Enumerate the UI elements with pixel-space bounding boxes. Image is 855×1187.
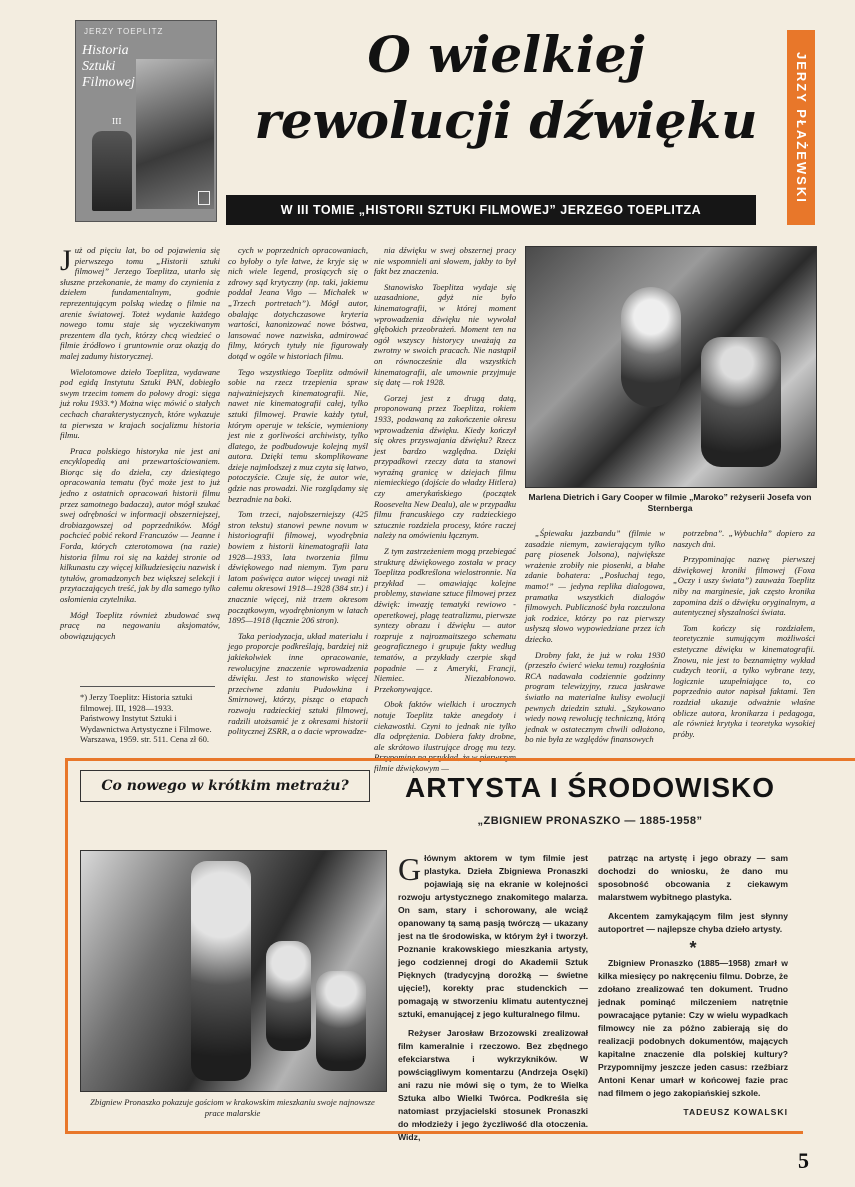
column-4-paragraphs xyxy=(525,528,665,745)
figure-seated-1 xyxy=(266,941,311,1051)
paragraph: uż od pięciu lat, bo od pojawienia się pierwszego tomu „Historii sztuki filmowej” Jerzego Toeplitza, utarło się słuszne przekonanie, że mamy do czynienia z dziełem fundamentalnym, godnie reprezentującym polską wiedzę o filmie na arenie światowej. Toteż wydanie każdego nowego tomu staje się wyczekiwanym prezentem dla tych, którzy chcą wiedzieć o filmie źródłowo i gruntownie oraz okazją do malej zadumy historycznej. xyxy=(60,245,220,361)
drop-cap-j: J xyxy=(60,244,72,277)
figure-marlene xyxy=(621,287,681,407)
paragraph: Zbigniew Pronaszko (1885—1958) zmarł w kilka miesięcy po nakręceniu filmu. Dobrze, że zdołano zrealizować ten dokument. Trudno jednak pominąć milczeniem natrętnie powracające pytanie: Czy w wielu wypadkach filmowcy nie za późno zabierają się do realizacji podobnych dokumentów, mających kapitalne znaczenie dla polskiej kultury? Przypomnijmy jeszcze jeden casus: rzeźbiarz Antoni Kenar umarł w końcowej fazie prac nad filmem o jego zakopiańskiej szkole. xyxy=(598,958,788,1098)
figure-seated-2 xyxy=(316,971,366,1071)
paragraph: Taka periodyzacja, układ materiału i jego proporcje podkreślają, bardziej niż jakiekolwiek inne opracowanie, rewolucyjne znaczenie wprowadzenia dźwięku. Jest to stanowisko więcej przeciwne zdaniu Pudowkina i Smirnowej, którzy, pisząc o etapach rozwoju radzieckiej sztuki filmowej, radzili utożsamić je z okresami historii politycznej ZSRR, a o dacie wprowadze- xyxy=(228,630,368,737)
paragraph: patrząc na artystę i jego obrazy — sam dochodzi do wniosku, że dano mu sposobność obcowania z ciekawym malarstwem wybitnego plastyka. xyxy=(598,853,788,902)
paragraph: Przypominając nazwę pierwszej dźwiękowej kroniki filmowej (Foxa „Oczy i uszy świata”) zauważa Toeplitz niby na marginesie, jak często kronika zapomina dziś o dźwięku oryginalnym, a autentycznej słyszalności świata. xyxy=(673,554,815,618)
paragraph: Mógł Toeplitz również zbudować swą pracę na negowaniu aksjomatów, obowiązujących xyxy=(60,609,220,641)
box-subtitle: „ZBIGNIEW PRONASZKO — 1885-1958” xyxy=(477,815,703,827)
box-small-heading: Co nowego w krótkim metrażu? xyxy=(80,770,370,802)
box-column-a xyxy=(398,851,588,1142)
column-5-paragraphs xyxy=(673,528,815,739)
box-title: ARTYSTA I ŚRODOWISKO xyxy=(405,772,775,803)
figure-standing xyxy=(191,861,251,1081)
paragraph: Stanowisko Toeplitza wydaje się uzasadnione, gdyż nie było kinematografii, w której moment wprowadzenia dźwięku nie wywołał głębokich przeobrażeń. Moment ten na ogół wszyscy historycy uważają za zwrotny w swoich pracach. Nie nastąpił on równocześnie dla wszystkich kinematografii, ale umownie przyjmuje się datę — rok 1928. xyxy=(374,281,516,388)
paragraph: Reżyser Jarosław Brzozowski zrealizował film kameralnie i rzeczowo. Bez zbędnego efekciarstwa i wykrzykników. W powściągliwym komentarzu (Andrzeja Osęki) ani razu nie mówi się o tym, że to Wielka Sztuka albo Wielki Twórca. Podkreśla się natomiast przyjacielski stosunek Pronaszki do młodzieży i jego życzliwość dla otoczenia. Widz, xyxy=(398,1028,588,1142)
headline-line-1: O wielkiej xyxy=(367,25,645,84)
article-column-5 xyxy=(673,528,815,753)
figure-cooper xyxy=(701,337,781,467)
column-2-paragraphs xyxy=(228,245,368,737)
box-column-b xyxy=(598,852,788,1122)
book-cover-image xyxy=(75,20,217,222)
book-cover-figure xyxy=(92,131,132,211)
box-column-a-paragraphs xyxy=(398,852,588,1144)
article-column-1 xyxy=(60,245,220,677)
section-star-icon: * xyxy=(689,938,697,958)
column-1-paragraphs xyxy=(60,245,220,641)
paragraph: Drobny fakt, że już w roku 1930 (przeszło ćwierć wieku temu) rozgłośnia RCA nadawała codziennie godzinny program telewizyjny, rzuca jaskrawe światło na materialne kulisy ewolucji pewnych dziedzin sztuki. „Szykowano wiedy nową rewolucję techniczną, którą jednak w ostatecznym chwili odłożono, bo nie była ze względów finansowych xyxy=(525,649,665,745)
book-cover-volume: III xyxy=(112,117,122,126)
paragraph: Praca polskiego historyka nie jest ani encyklopedią ani przewartościowaniem. Biorąc się do dzieła, czy dziesiątego opracowania tematu (być może jest to już jedno z ostatnich opracowań historii filmu przez samotnego badacza), autor mógł szukać swej odrębności w informacji obszerniejszej, drobiazgowszej od poprzedników. Mógł pochcieć pobić rekord Francuzów — Jeanne i Forda, których czterotomowa (na razie) historia filmu roi się na każdej stronie od kilkunastu czy więcej kilkudziesięciu nazwisk i tytułów, gromadzonych bez większej selekcji i przytaczających treść, jak by dla samego tylko osłomienia czytelnika. xyxy=(60,445,220,604)
paragraph: Gorzej jest z drugą datą, proponowaną przez Toeplitza, rokiem 1933, podawaną za zakończenie okresu wprowadzenia dźwięku. Kiedy kończył się okres przyswajania dźwięku? Rzecz jest bardzo względna. Dzięki przypadkowi rzeczy data ta stanowi wyraźną granicę w dziejach filmu niemieckiego (dojście do władzy Hitlera) czy amerykańskiego (początek Roosevelta New Dealu), ale w przypadku filmu francuskiego czy radzieckiego sztucznie rozdziela procesy, które raczej należy na omówieniu łącznym. xyxy=(374,392,516,541)
page-number: 5 xyxy=(798,1148,809,1173)
headline-line-2: rewolucji dźwięku xyxy=(254,91,758,150)
article-column-3 xyxy=(374,245,516,773)
book-cover-title: Historia Sztuki Filmowej xyxy=(82,43,135,90)
film-still-caption: Marlena Dietrich i Gary Cooper w filmie „Maroko” reżyserii Josefa von Sternberga xyxy=(528,492,812,513)
article-subtitle: W III TOMIE „HISTORII SZTUKI FILMOWEJ” JERZEGO TOEPLITZA xyxy=(226,195,756,225)
footnote: *) Jerzy Toeplitz: Historia sztuki filmowej. III, 1928—1933. Państwowy Instytut Sztuki i Wydawnictwa Artystyczne i Filmowe. Warszawa, 1959. str. 511. Cena zł 60. xyxy=(80,686,215,745)
article-headline xyxy=(226,22,786,154)
paragraph: Akcentem zamykającym film jest słynny autoportret — najlepsze chyba dzieło artysty. xyxy=(598,911,788,934)
book-cover-photo xyxy=(136,59,214,209)
paragraph: Wielotomowe dzieło Toeplitza, wydawane pod egidą Instytutu Sztuki PAN, dobiegło swym trzecim tomem do połowy drogi: sięga już roku 1933.*) Można więc mówić o stałych cechach charakterystycznych, które wykazuje ta pierwsza w krajach socjalizmu historia filmu. xyxy=(60,366,220,441)
author-tab: JERZY PŁAŻEWSKI xyxy=(787,30,815,225)
paragraph: Z tym zastrzeżeniem mogą przebiegać strukturę dźwiękowego została w pracy Toeplitza podkreślona wielostronnie. Na przykład — omawiając kolejne problemy, stawiane sztuce filmowej przez dźwięk: inwazję tematyki rewiowo - operetkowej, plagę teatralizmu, pierwsze syntezy obrazu i dźwięku — autor rozpruje z najrozmaitszego schematu geograficznego i grupuje fakty według tematów, a przykłady czerpie skąd popadnie — z Ameryki, Francji, Niemiec. Niezabłonowo. Przekonywające. xyxy=(374,546,516,694)
box-column-b2-paragraphs xyxy=(598,957,788,1100)
article-column-4 xyxy=(525,528,665,753)
paragraph: Tom trzeci, najobszerniejszy (425 stron tekstu) stanowi pewne novum w historiografii filmowej, wyodrębnia bowiem z historii kinematografii lata 1928—1933, lata tworzenia filmu dźwiękowego nad niemym. Tym paru latom poświęca autor więcej uwagi niż całemu okresowi 1918—1928 (384 str.) i znacznie więcej, niż trzem okresom początkowym, wyodrębnionym w latach 1895—1918 (łącznie 206 stron). xyxy=(228,509,368,626)
photo-pronaszko-caption: Zbigniew Pronaszko pokazuje gościom w krakowskim mieszkaniu swoje najnowsze prace malarskie xyxy=(90,1097,375,1118)
film-still-morocco xyxy=(525,246,817,488)
paragraph: potrzebna”. „Wybuchła” dopiero za naszych dni. xyxy=(673,528,815,549)
article-column-2 xyxy=(228,245,368,745)
paragraph: Obok faktów wielkich i urocznych notuje Toeplitz także anegdoty i ciekawostki. Czyni to jednak nie tylko dla odprężenia. Dobiera fakty drobne, ale skrótowo ilustrujące drogę mu tezy. filmie dźwiękowym — xyxy=(374,699,516,773)
column-3-paragraphs xyxy=(374,245,516,774)
paragraph: Tom kończy się rozdziałem, teoretycznie sumującym możliwości estetyczne dźwięku w kinematografii. Znowu, nie jest to beznamiętny wykład cudzych teorii, a tylko wybrane tezy, logicznie uzupełniające to, co poprzednio autor napisał faktami. Ten rozdział ukazuje odważnie właśne oblicze autora, kronikarza i pedagoga, ale również krytyka i teoretyka wysokiej próby. xyxy=(673,622,815,739)
drop-cap-g: G xyxy=(398,851,422,887)
paragraph: łównym aktorem w tym filmie jest plastyka. Dzieła Zbigniewa Pronaszki pojawiają się na ekranie w kolejności rozwoju artystycznego znakomitego malarza. On sam, stary i schorowany, ale wciąż opanowany tą samą pasją twórczą — ukazany jest na tle środowiska, w którym żył i tworzył. Poznanie krakowskiego mieszkania artysty, jego codziennej drogi do Akademii Sztuk Pięknych (tradycyjną dorożką — świetne ujęcie!), korekty prac studenckich — pomagają w stworzeniu klimatu autentycznej sztuki, emanującej z jego kulturalnego filmu. xyxy=(398,853,588,1019)
article-signature: TADEUSZ KOWALSKI xyxy=(683,1107,788,1117)
paragraph: „Śpiewaku jazzbandu” (filmie w zasadzie niemym, zawierającym tylko parę piosenek Jolsona), największe wrażenie zrobiły nie piosenki, a błahe zdanie bohatera: „Posłuchaj tego, mamo!” — jedyna replika dialogowa, pramatka wszystkich dialogów filmowych. Publiczność była rozczulona jak rodzice, którzy po raz pierwszy usłyszą słowo wypowiedziane przez ich dziecko. xyxy=(525,528,665,644)
paragraph: nia dźwięku w swej obszernej pracy nie wspomnieli ani słowem, jakby to był fakt bez znaczenia. xyxy=(374,245,516,277)
paragraph: cych w poprzednich opracowaniach, co byłoby o tyle łatwe, że kryje się w nich wiele legend, prosiących się o zdrowy sąd krytyczny (np. taki, jakiemu poddał Jeana Vigo — Michałek w „Trzech portretach”). Mógł autor, obalając dotychczasowe kryteria wartości, kanonizować nowe bóstwa, lansować nowe nazwiska, admirować filmy, których tytuły nie figurowały dotąd w ogóle w historiach filmu. xyxy=(228,245,368,361)
paragraph: Tego wszystkiego Toeplitz odmówił sobie na rzecz trzepienia spraw najważniejszych kinematografii. Nie, nawet nie kinematografii całej, tylko sztuki filmowej. Prawie każdy tytuł, którym operuje w tekście, wymieniony jest nie z gorliwości archiwisty, tylko dlatego, że podbudowuje kolejną myśl autora. Dzięki temu skomplikowane dzieje najmłodszej z muz czyta się łatwo, potoczyście. Czuje się, że autor wie, gdzie nas prowadzi. Nie rozglądamy się bezradnie na boki. xyxy=(228,366,368,504)
photo-pronaszko xyxy=(80,850,387,1092)
box-column-b-paragraphs xyxy=(598,852,788,936)
book-cover-author: JERZY TOEPLITZ xyxy=(84,27,164,36)
book-cover-emblem-icon xyxy=(198,191,210,205)
